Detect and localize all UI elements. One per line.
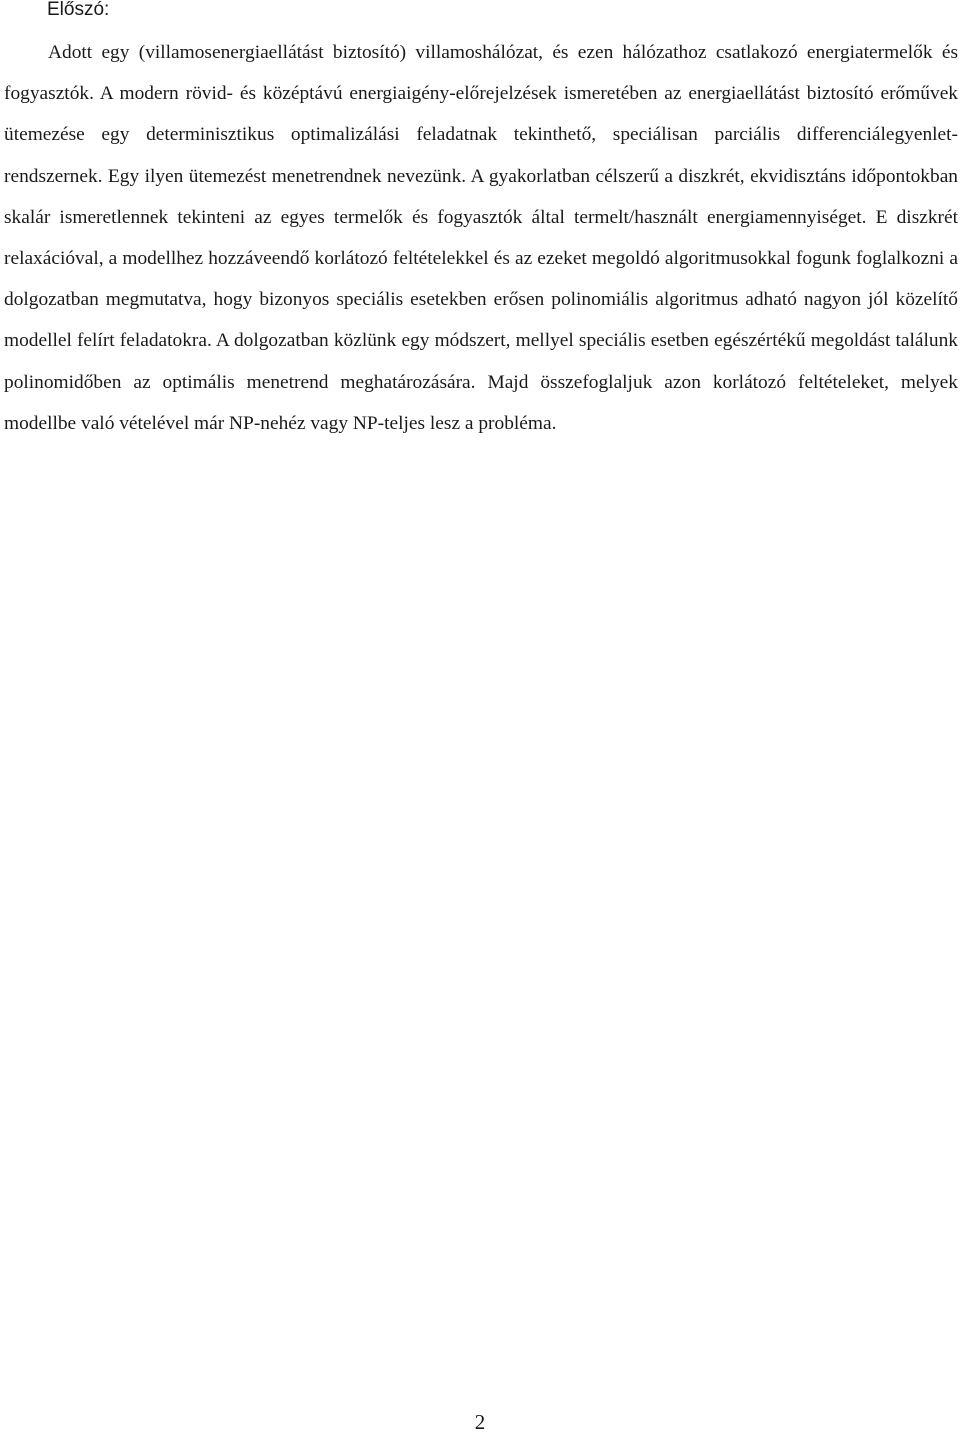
body-paragraph: Adott egy (villamosenergiaellátást biztosító) villamoshálózat, és ezen hálózathoz csatlakozó energiatermelők és fogyasztók. A modern rövid- és középtávú energiaigény-előrejelzések ismeretében az energiaellátást biztosító erőművek ütemezése egy determinisztikus optimalizálási feladatnak tekinthető, speciálisan parciális differenciálegyenlet-rendszernek. Egy ilyen ütemezést menetrendnek nevezünk. A gyakorlatban célszerű a diszkrét, ekvidisztáns időpontokban skalár ismeretlennek tekinteni az egyes termelők és fogyasztók által termelt/használt energiamennyiséget. E diszkrét relaxációval, a modellhez hozzáveendő korlátozó feltételekkel és az ezeket megoldó algoritmusokkal fogunk foglalkozni a dolgozatban megmutatva, hogy bizonyos speciális esetekben erősen polinomiális algoritmus adható nagyon jól közelítő modellel felírt feladatokra. A dolgozatban közlünk egy módszert, mellyel speciális esetben egészértékű megoldást találunk polinomidőben az optimális menetrend meghatározására. Majd összefoglaljuk azon korlátozó feltételeket, melyek modellbe való vételével már NP-nehéz vagy NP-teljes lesz a probléma.	[4, 42, 958, 434]
section-heading: Előszó:	[47, 0, 110, 20]
page-number: 2	[474, 1410, 486, 1434]
